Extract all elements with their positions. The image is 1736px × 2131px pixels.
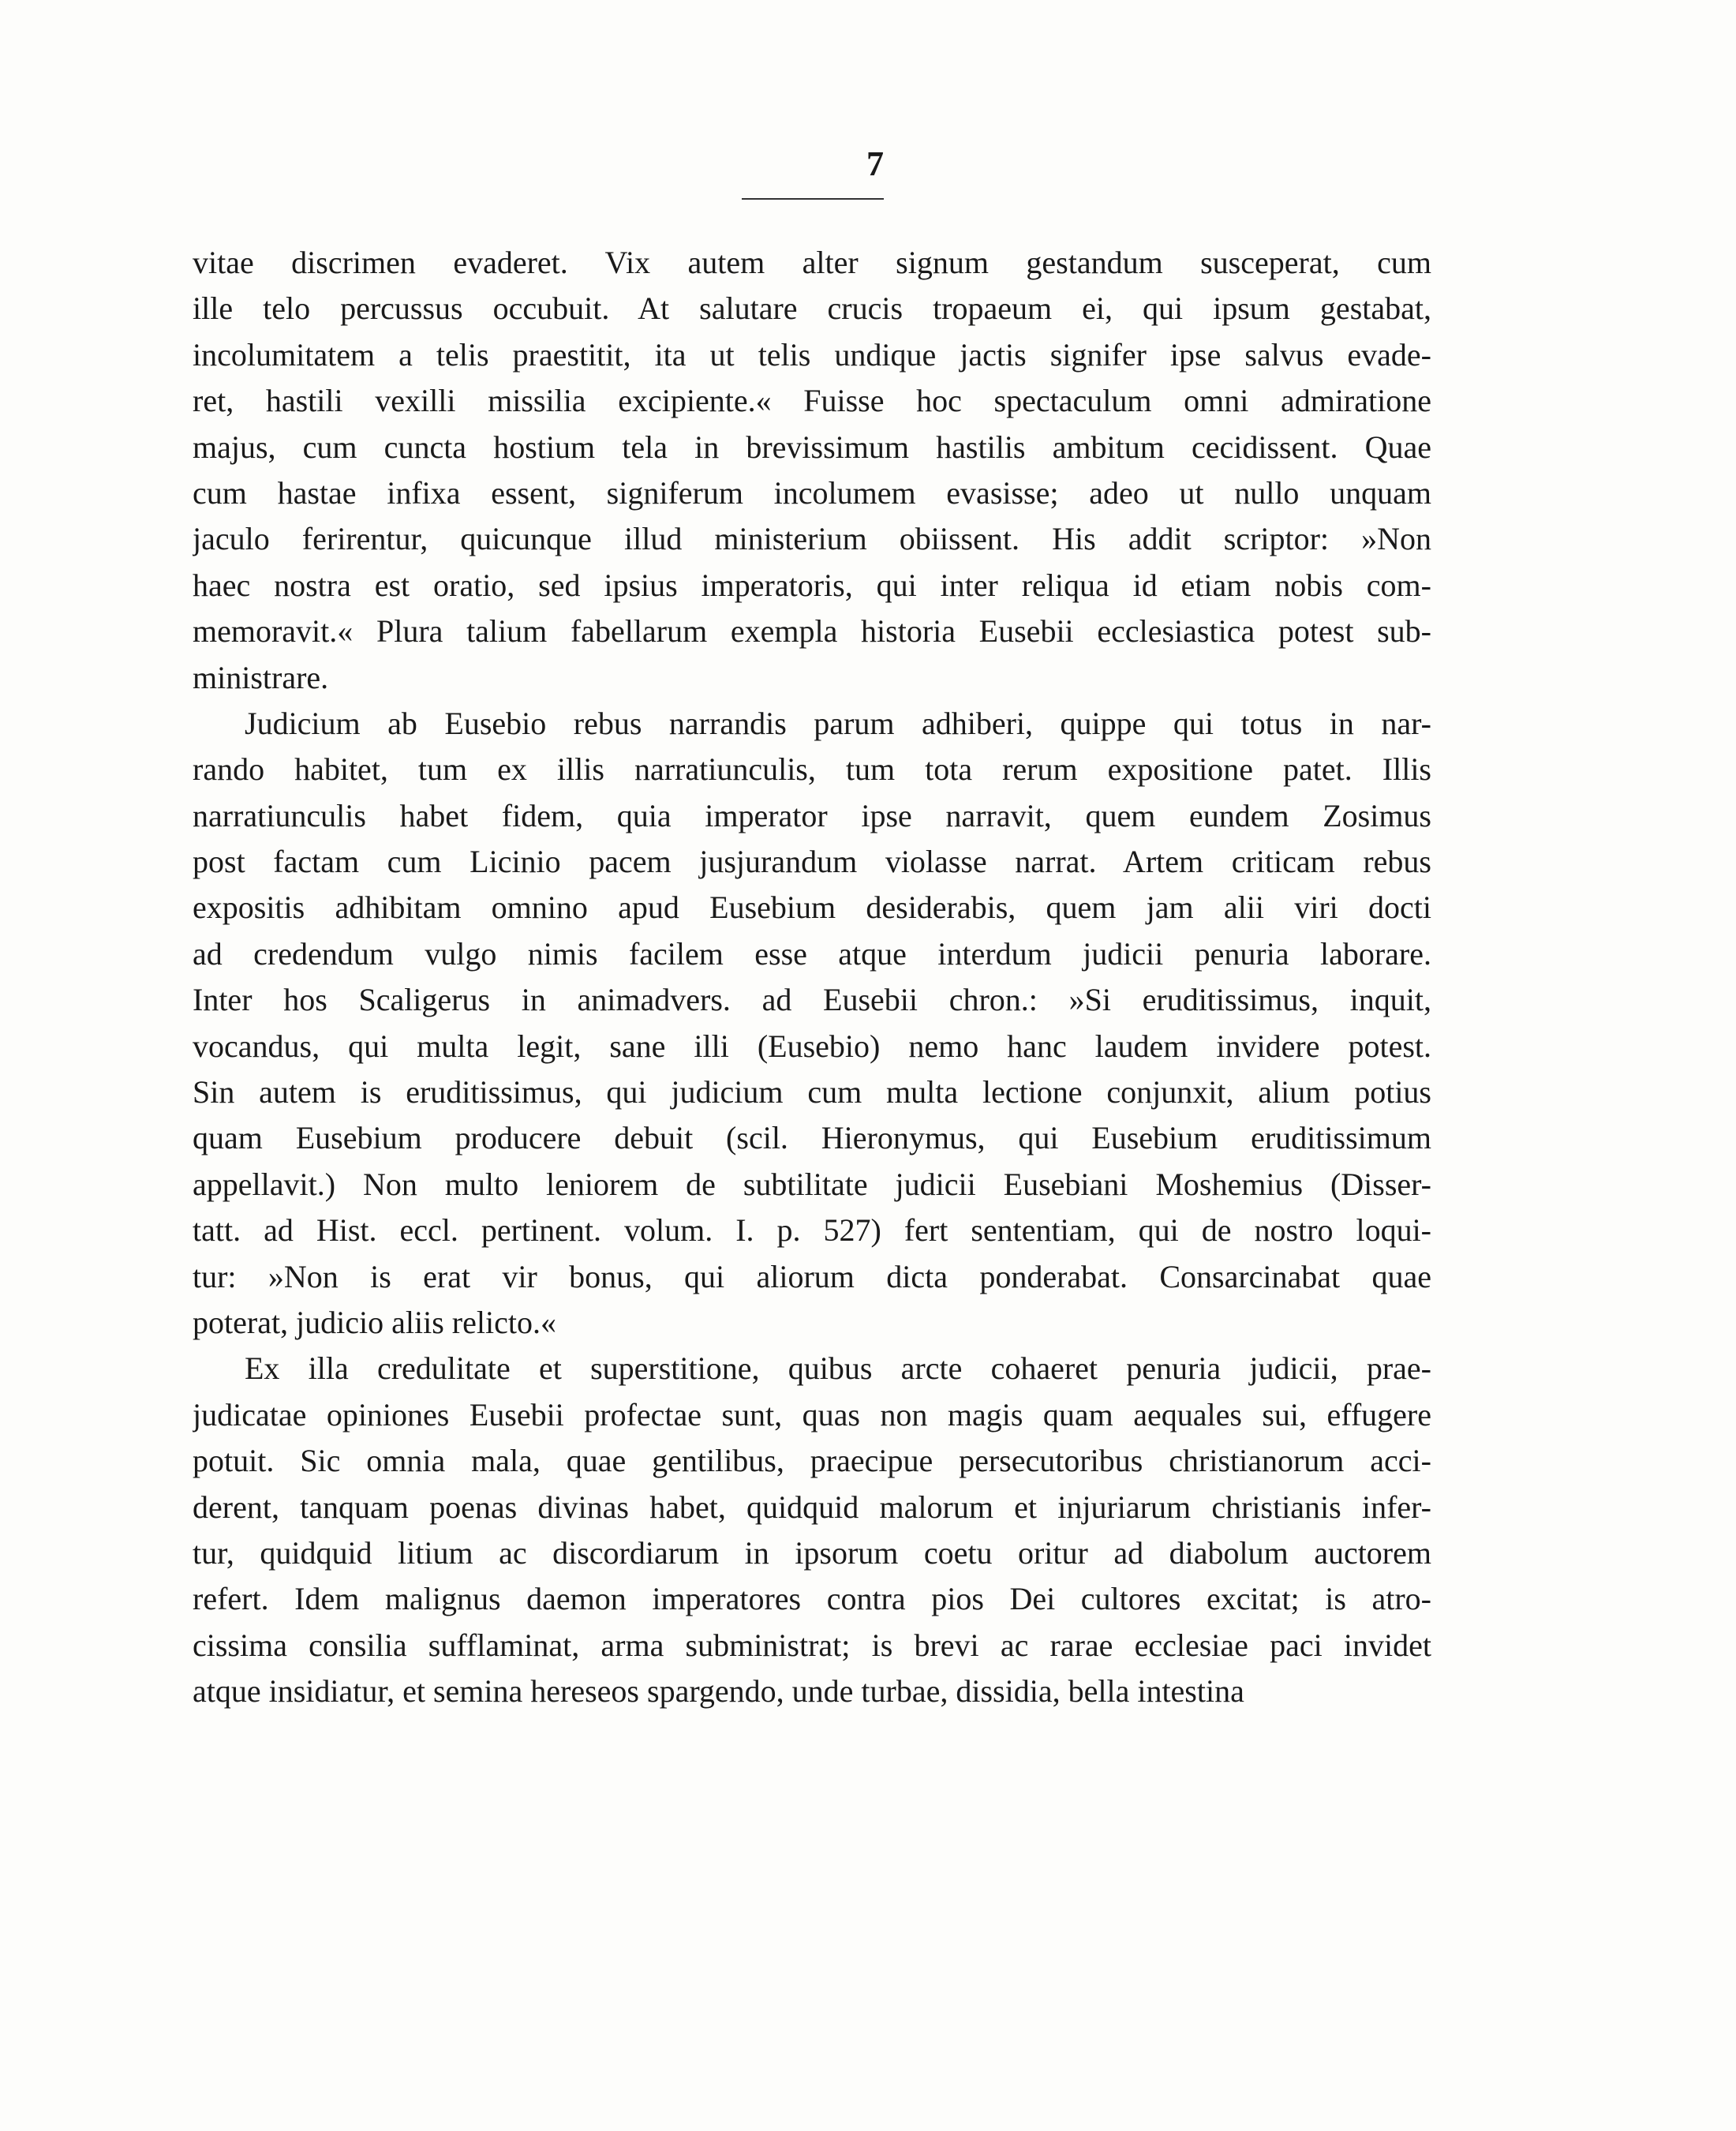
- text-line: Ex illa credulitate et superstitione, quibus arcte cohaeret penuria judicii, prae-: [245, 1350, 1431, 1387]
- paragraph: [193, 1346, 1431, 1714]
- text-line: ret, hastili vexilli missilia excipiente.« Fuisse hoc spectaculum omni admiratione: [193, 383, 1431, 419]
- text-line: tur: »Non is erat vir bonus, qui aliorum dicta ponderabat. Consarcinabat quae: [193, 1258, 1431, 1294]
- text-line: refert. Idem malignus daemon imperatores contra pios Dei cultores excitat; is atro-: [193, 1581, 1431, 1617]
- text-line: ille telo percussus occubuit. At salutare crucis tropaeum ei, qui ipsum gestabat,: [193, 290, 1431, 327]
- text-line: quam Eusebium producere debuit (scil. Hieronymus, qui Eusebium eruditissimum: [193, 1120, 1431, 1156]
- text-line: ad credendum vulgo nimis facilem esse atque interdum judicii penuria laborare.: [193, 935, 1431, 972]
- text-line: memoravit.« Plura talium fabellarum exempla historia Eusebii ecclesiastica potest sub-: [193, 613, 1431, 650]
- text-line: potuit. Sic omnia mala, quae gentilibus, praecipue persecutoribus christianorum acci-: [193, 1443, 1431, 1479]
- text-line: poterat, judicio aliis relicto.«: [193, 1304, 556, 1340]
- text-line: tur, quidquid litium ac discordiarum in ipsorum coetu oritur ad diabolum auctorem: [193, 1534, 1431, 1571]
- text-line: vocandus, qui multa legit, sane illi (Eusebio) nemo hanc laudem invidere potest.: [193, 1028, 1431, 1064]
- text-line: ministrare.: [193, 659, 329, 695]
- page-number: 7: [866, 144, 884, 183]
- text-line: derent, tanquam poenas divinas habet, quidquid malorum et injuriarum christianis infer-: [193, 1489, 1431, 1525]
- text-line: vitae discrimen evaderet. Vix autem alter signum gestandum susceperat, cum: [193, 245, 1431, 280]
- text-line: atque insidiatur, et semina hereseos spargendo, unde turbae, dissidia, bella intestina: [193, 1673, 1244, 1710]
- text-line: expositis adhibitam omnino apud Eusebium desiderabis, quem jam alii viri docti: [193, 889, 1431, 926]
- text-line: appellavit.) Non multo leniorem de subtilitate judicii Eusebiani Moshemius (Disser-: [193, 1166, 1431, 1202]
- text-line: judicatae opiniones Eusebii profectae sunt, quas non magis quam aequales sui, effugere: [193, 1396, 1431, 1433]
- text-line: Sin autem is eruditissimus, qui judicium cum multa lectione conjunxit, alium potius: [193, 1074, 1431, 1110]
- text-line: jaculo ferirentur, quicunque illud ministerium obiissent. His addit scriptor: »Non: [193, 521, 1431, 557]
- text-line: incolumitatem a telis praestitit, ita ut telis undique jactis signifer ipse salvus evade-: [193, 336, 1431, 373]
- text-line: cissima consilia sufflaminat, arma subministrat; is brevi ac rarae ecclesiae paci invidet: [193, 1627, 1431, 1663]
- text-line: rando habitet, tum ex illis narratiunculis, tum tota rerum expositione patet. Illis: [193, 751, 1431, 788]
- text-line: cum hastae infixa essent, signiferum incolumem evasisse; adeo ut nullo unquam: [193, 474, 1431, 511]
- text-line: Judicium ab Eusebio rebus narrandis parum adhiberi, quippe qui totus in nar-: [245, 705, 1431, 741]
- text-line: post factam cum Licinio pacem jusjurandum violasse narrat. Artem criticam rebus: [193, 844, 1431, 880]
- body-text: [193, 240, 1431, 1715]
- text-line: narratiunculis habet fidem, quia imperator ipse narravit, quem eundem Zosimus: [193, 797, 1431, 833]
- paragraph: [193, 240, 1431, 701]
- text-line: tatt. ad Hist. eccl. pertinent. volum. I. p. 527) fert sententiam, qui de nostro loqui-: [193, 1212, 1431, 1249]
- text-line: haec nostra est oratio, sed ipsius imperatoris, qui inter reliqua id etiam nobis com-: [193, 567, 1431, 603]
- text-line: majus, cum cuncta hostium tela in brevissimum hastilis ambitum cecidissent. Quae: [193, 429, 1431, 465]
- paragraph: [193, 701, 1431, 1346]
- header-rule: [742, 198, 884, 200]
- text-line: Inter hos Scaligerus in animadvers. ad Eusebii chron.: »Si eruditissimus, inquit,: [193, 982, 1431, 1018]
